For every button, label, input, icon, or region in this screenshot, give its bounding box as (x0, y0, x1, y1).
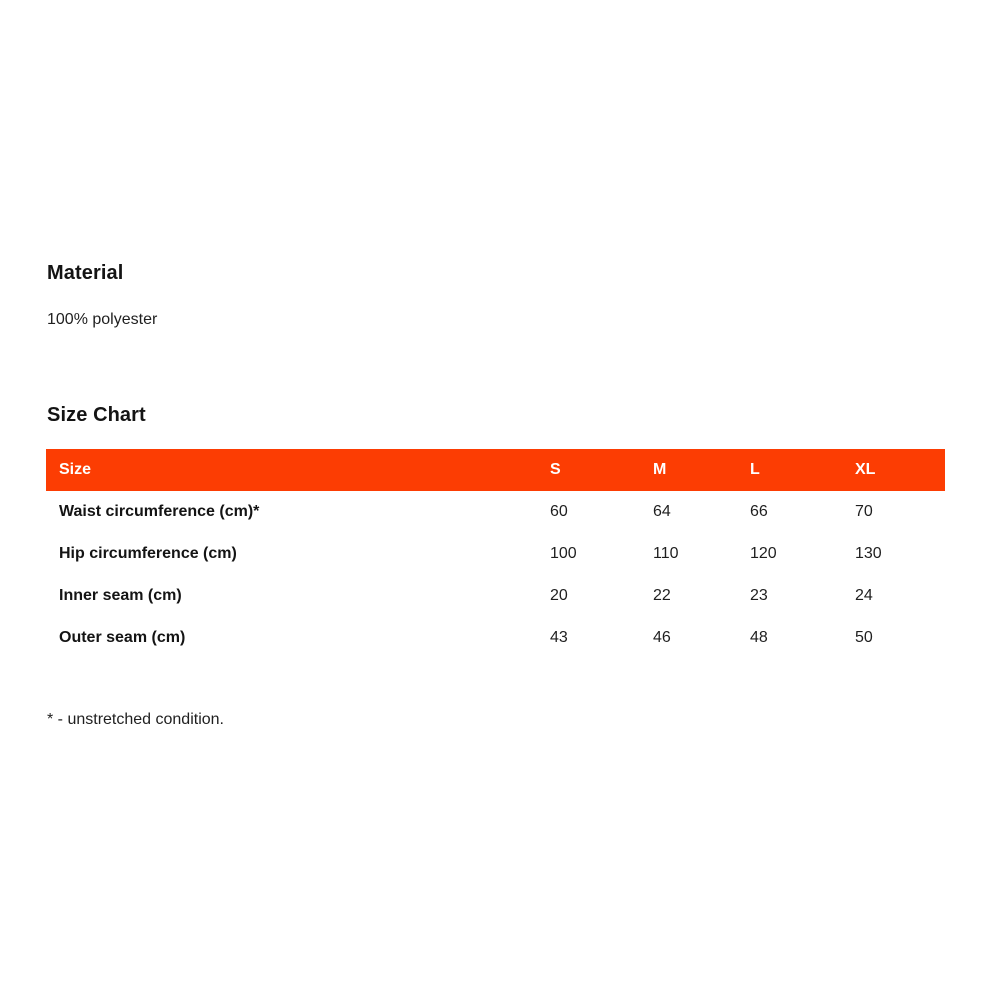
material-heading: Material (47, 262, 124, 284)
cell-value: 43 (550, 629, 568, 646)
cell-value: 120 (750, 545, 777, 562)
cell-value: 100 (550, 545, 577, 562)
cell-value: 60 (550, 503, 568, 520)
table-row-inner-seam (46, 575, 945, 617)
size-chart-table (46, 449, 945, 659)
cell-value: 24 (855, 587, 873, 604)
column-header-m: M (640, 449, 737, 491)
size-chart-header-row (46, 449, 945, 491)
row-label: Inner seam (cm) (59, 587, 182, 604)
cell-value: 23 (750, 587, 768, 604)
column-header-size: Size (46, 449, 537, 491)
row-label: Hip circumference (cm) (59, 545, 237, 562)
cell-value: 64 (653, 503, 671, 520)
cell-value: 20 (550, 587, 568, 604)
size-chart-heading: Size Chart (47, 404, 146, 426)
cell-value: 110 (653, 545, 679, 562)
table-row-outer-seam (46, 617, 945, 659)
size-chart-footnote: * - unstretched condition. (47, 711, 224, 728)
row-label: Outer seam (cm) (59, 629, 186, 646)
cell-value: 48 (750, 629, 768, 646)
cell-value: 22 (653, 587, 671, 604)
column-header-l: L (737, 449, 842, 491)
cell-value: 130 (855, 545, 882, 562)
table-row-hip (46, 533, 945, 575)
material-value: 100% polyester (47, 311, 158, 328)
column-header-s: S (537, 449, 640, 491)
column-header-xl: XL (842, 449, 945, 491)
cell-value: 46 (653, 629, 671, 646)
cell-value: 50 (855, 629, 873, 646)
cell-value: 70 (855, 503, 873, 520)
cell-value: 66 (750, 503, 768, 520)
table-row-waist (46, 491, 945, 533)
row-label: Waist circumference (cm)* (59, 503, 260, 520)
